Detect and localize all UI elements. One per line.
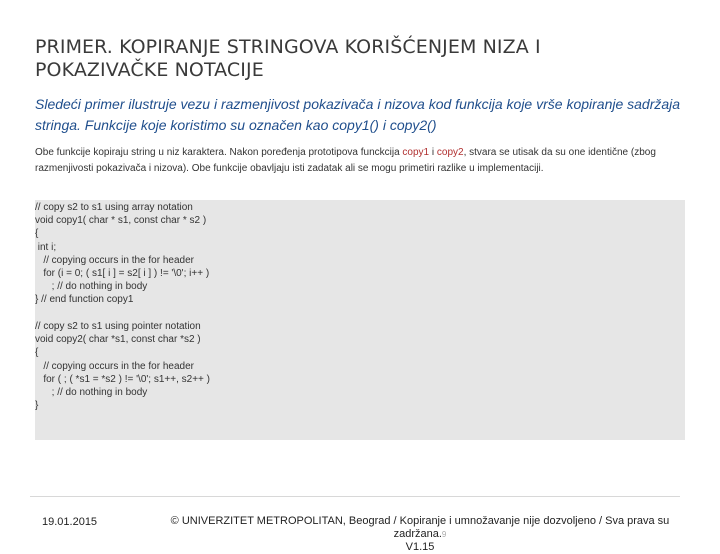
- copyright-text: © UNIVERZITET METROPOLITAN, Beograd / Kopiranje i umnožavanje nije dozvoljeno / Sva prava su zadržana.: [170, 515, 670, 540]
- footer-copyright: [150, 515, 690, 554]
- copy2-highlight: copy2: [436, 147, 464, 158]
- copy1-highlight: copy1: [402, 147, 430, 158]
- body-text-part-2: i: [429, 147, 437, 158]
- code-block-copy2: // copy s2 to s1 using pointer notation void copy2( char *s1, const char *s2 ) { // copying occurs in the for header for ( ; ( *s1 = *s2 ) != '\0'; s1++, s2++ ) ; // do nothing in body }: [35, 321, 211, 412]
- code-block-copy1: // copy s2 to s1 using array notation void copy1( char * s1, const char * s2 ) { int i; // copying occurs in the for header for (i = 0; ( s1[ i ] = s2[ i ] ) != '\0'; i++ ) ; // do nothing in body } // end function copy1: [35, 202, 210, 306]
- page-number: 9: [441, 530, 447, 539]
- footer-divider: [30, 496, 680, 497]
- intro-paragraph: Sledeći primer ilustruje vezu i razmenjivost pokazivača i nizova kod funkcija koje vrše kopiranje sadržaja stringa. Funkcije koje koristimo su označen kao copy1() i copy2(): [35, 96, 681, 133]
- body-text-part-1: Obe funkcije kopiraju string u niz karaktera. Nakon poređenja prototipova funckcija: [35, 147, 403, 158]
- code-listing: [35, 200, 685, 440]
- slide-title: PRIMER. KOPIRANJE STRINGOVA KORIŠĆENJEM NIZA I POKAZIVAČKE NOTACIJE: [35, 36, 541, 81]
- footer-version: V1.15: [405, 541, 435, 553]
- footer-date: 19.01.2015: [42, 516, 98, 528]
- body-paragraph: [35, 145, 685, 177]
- body-text-part-3: , stvara se utisak da su one identične (zbog razmenjivosti pokazivača i nizova). Obe funkcije obavljaju isti zadatak ali se mogu primetiri razlike u implementaciji.: [35, 147, 656, 174]
